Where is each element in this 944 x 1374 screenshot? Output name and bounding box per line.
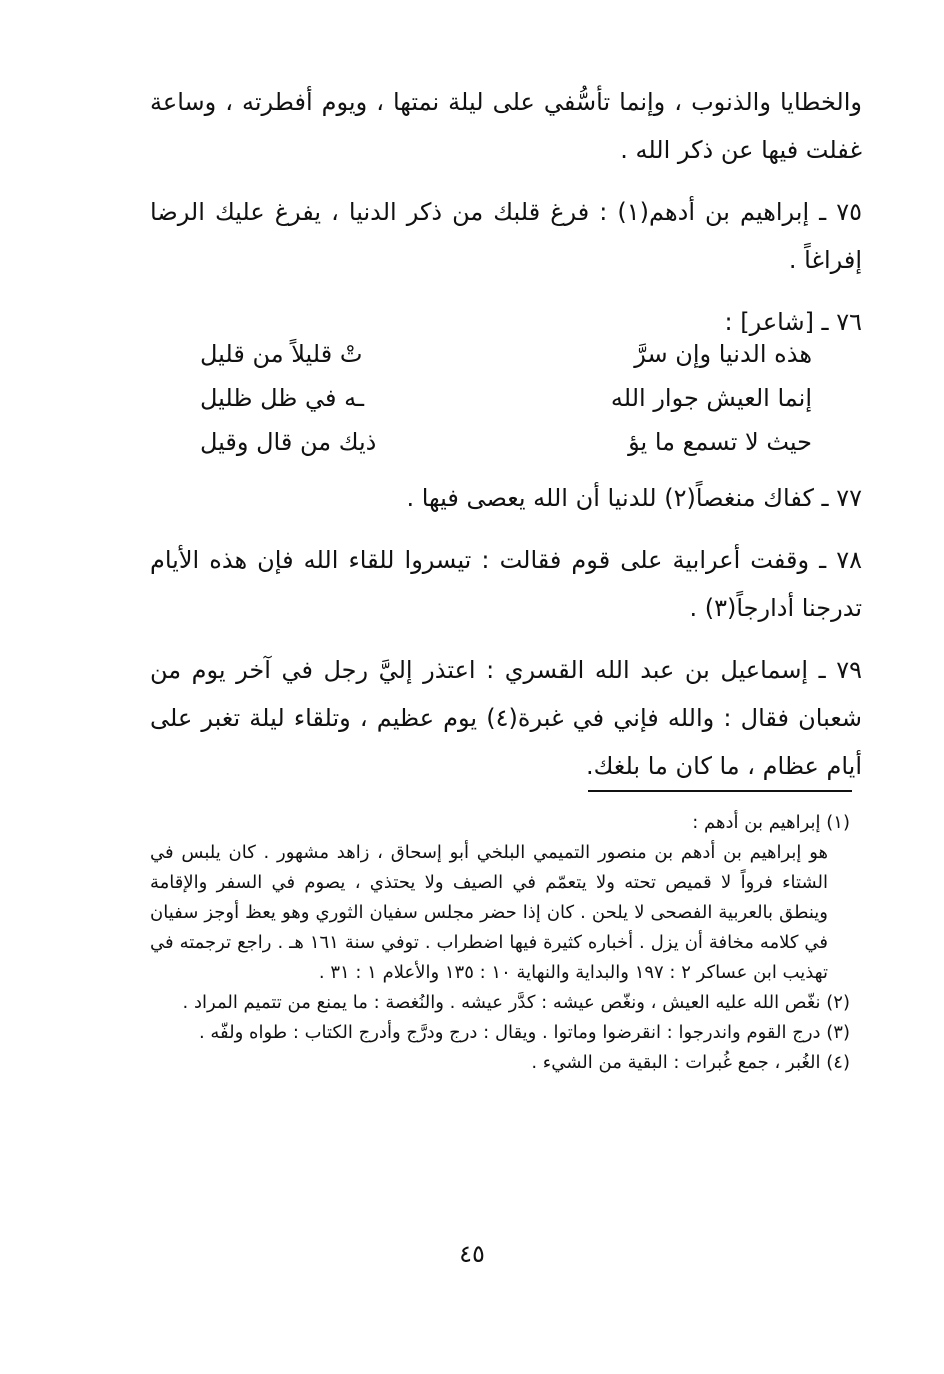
hemistich-first: هذه الدنيا وإن سرَّ bbox=[634, 340, 812, 368]
poem-verse bbox=[200, 332, 812, 376]
footnote-1-body: هو إبراهيم بن أدهم بن منصور التميمي البلخي أبو إسحاق ، زاهد مشهور . كان يلبس في الشتاء فرواً لا قميص تحته ولا يتعمّم في الصيف ولا يحتذي ، يصوم في السفر والإقامة وينطق بالعربية الفصحى لا يلحن . كان إذا حضر مجلس سفيان الثوري وهو يعظ أوجز سفيان في كلامه مخافة أن يزل . أخباره كثيرة فيها اضطراب . توفي سنة ١٦١ هـ . راجع ترجمته في تهذيب ابن عساكر ٢ : ١٩٧ والبداية والنهاية ١٠ : ١٣٥ والأعلام ١ : ٣١ . bbox=[150, 842, 828, 983]
main-text bbox=[150, 78, 862, 346]
main-text-continued bbox=[150, 474, 862, 790]
footnote-4: (٤) الغُبر ، جمع غُبرات : البقية من الشيء . bbox=[531, 1052, 850, 1073]
continuation-paragraph: والخطايا والذنوب ، وإنما تأسُّفي على ليلة نمتها ، ويوم أفطرته ، وساعة غفلت فيها عن ذكر الله . bbox=[150, 88, 862, 164]
footnote-2: (٢) نغّص الله عليه العيش ، ونغّص عيشه : كدَّر عيشه . والنُغصة : ما يمنع من تتميم المراد . bbox=[182, 992, 850, 1013]
item-77: ٧٧ ـ كفاك منغصاً(٢) للدنيا أن الله يعصى فيها . bbox=[406, 484, 862, 512]
poem bbox=[200, 332, 812, 464]
hemistich-second: تْ قليلاً من قليل bbox=[200, 340, 363, 368]
item-79: ٧٩ ـ إسماعيل بن عبد الله القسري : اعتذر إليَّ رجل في آخر يوم من شعبان فقال : والله فإني في غبرة(٤) يوم عظيم ، وتلقاء ليلة تغبر على أيام عظام ، ما كان ما بلغك. bbox=[150, 656, 862, 780]
hemistich-first: حيث لا تسمع ما يؤ bbox=[628, 428, 812, 456]
footnote-3: (٣) درج القوم واندرجوا : انقرضوا وماتوا . ويقال : درج ودرَّج وأدرج الكتاب : طواه ولفّه . bbox=[198, 1022, 850, 1043]
hemistich-second: ـه في ظل ظليل bbox=[200, 384, 365, 412]
hemistich-first: إنما العيش جوار الله bbox=[610, 384, 812, 412]
poem-verse bbox=[200, 420, 812, 464]
item-76-heading: ٧٦ ـ [شاعر] : bbox=[724, 308, 862, 336]
page-number: ٤٥ bbox=[459, 1240, 485, 1268]
item-78: ٧٨ ـ وقفت أعرابية على قوم فقالت : تيسروا للقاء الله فإن هذه الأيام تدرجنا أدارجاً(٣) . bbox=[150, 546, 862, 622]
hemistich-second: ذيك من قال وقيل bbox=[200, 428, 377, 456]
item-75: ٧٥ ـ إبراهيم بن أدهم(١) : فرغ قلبك من ذكر الدنيا ، يفرغ عليك الرضا إفراغاً . bbox=[150, 198, 862, 274]
poem-verse bbox=[200, 376, 812, 420]
footnote-separator bbox=[588, 790, 852, 792]
footnote-1-title: (١) إبراهيم بن أدهم : bbox=[692, 812, 850, 833]
footnotes bbox=[150, 808, 850, 1078]
